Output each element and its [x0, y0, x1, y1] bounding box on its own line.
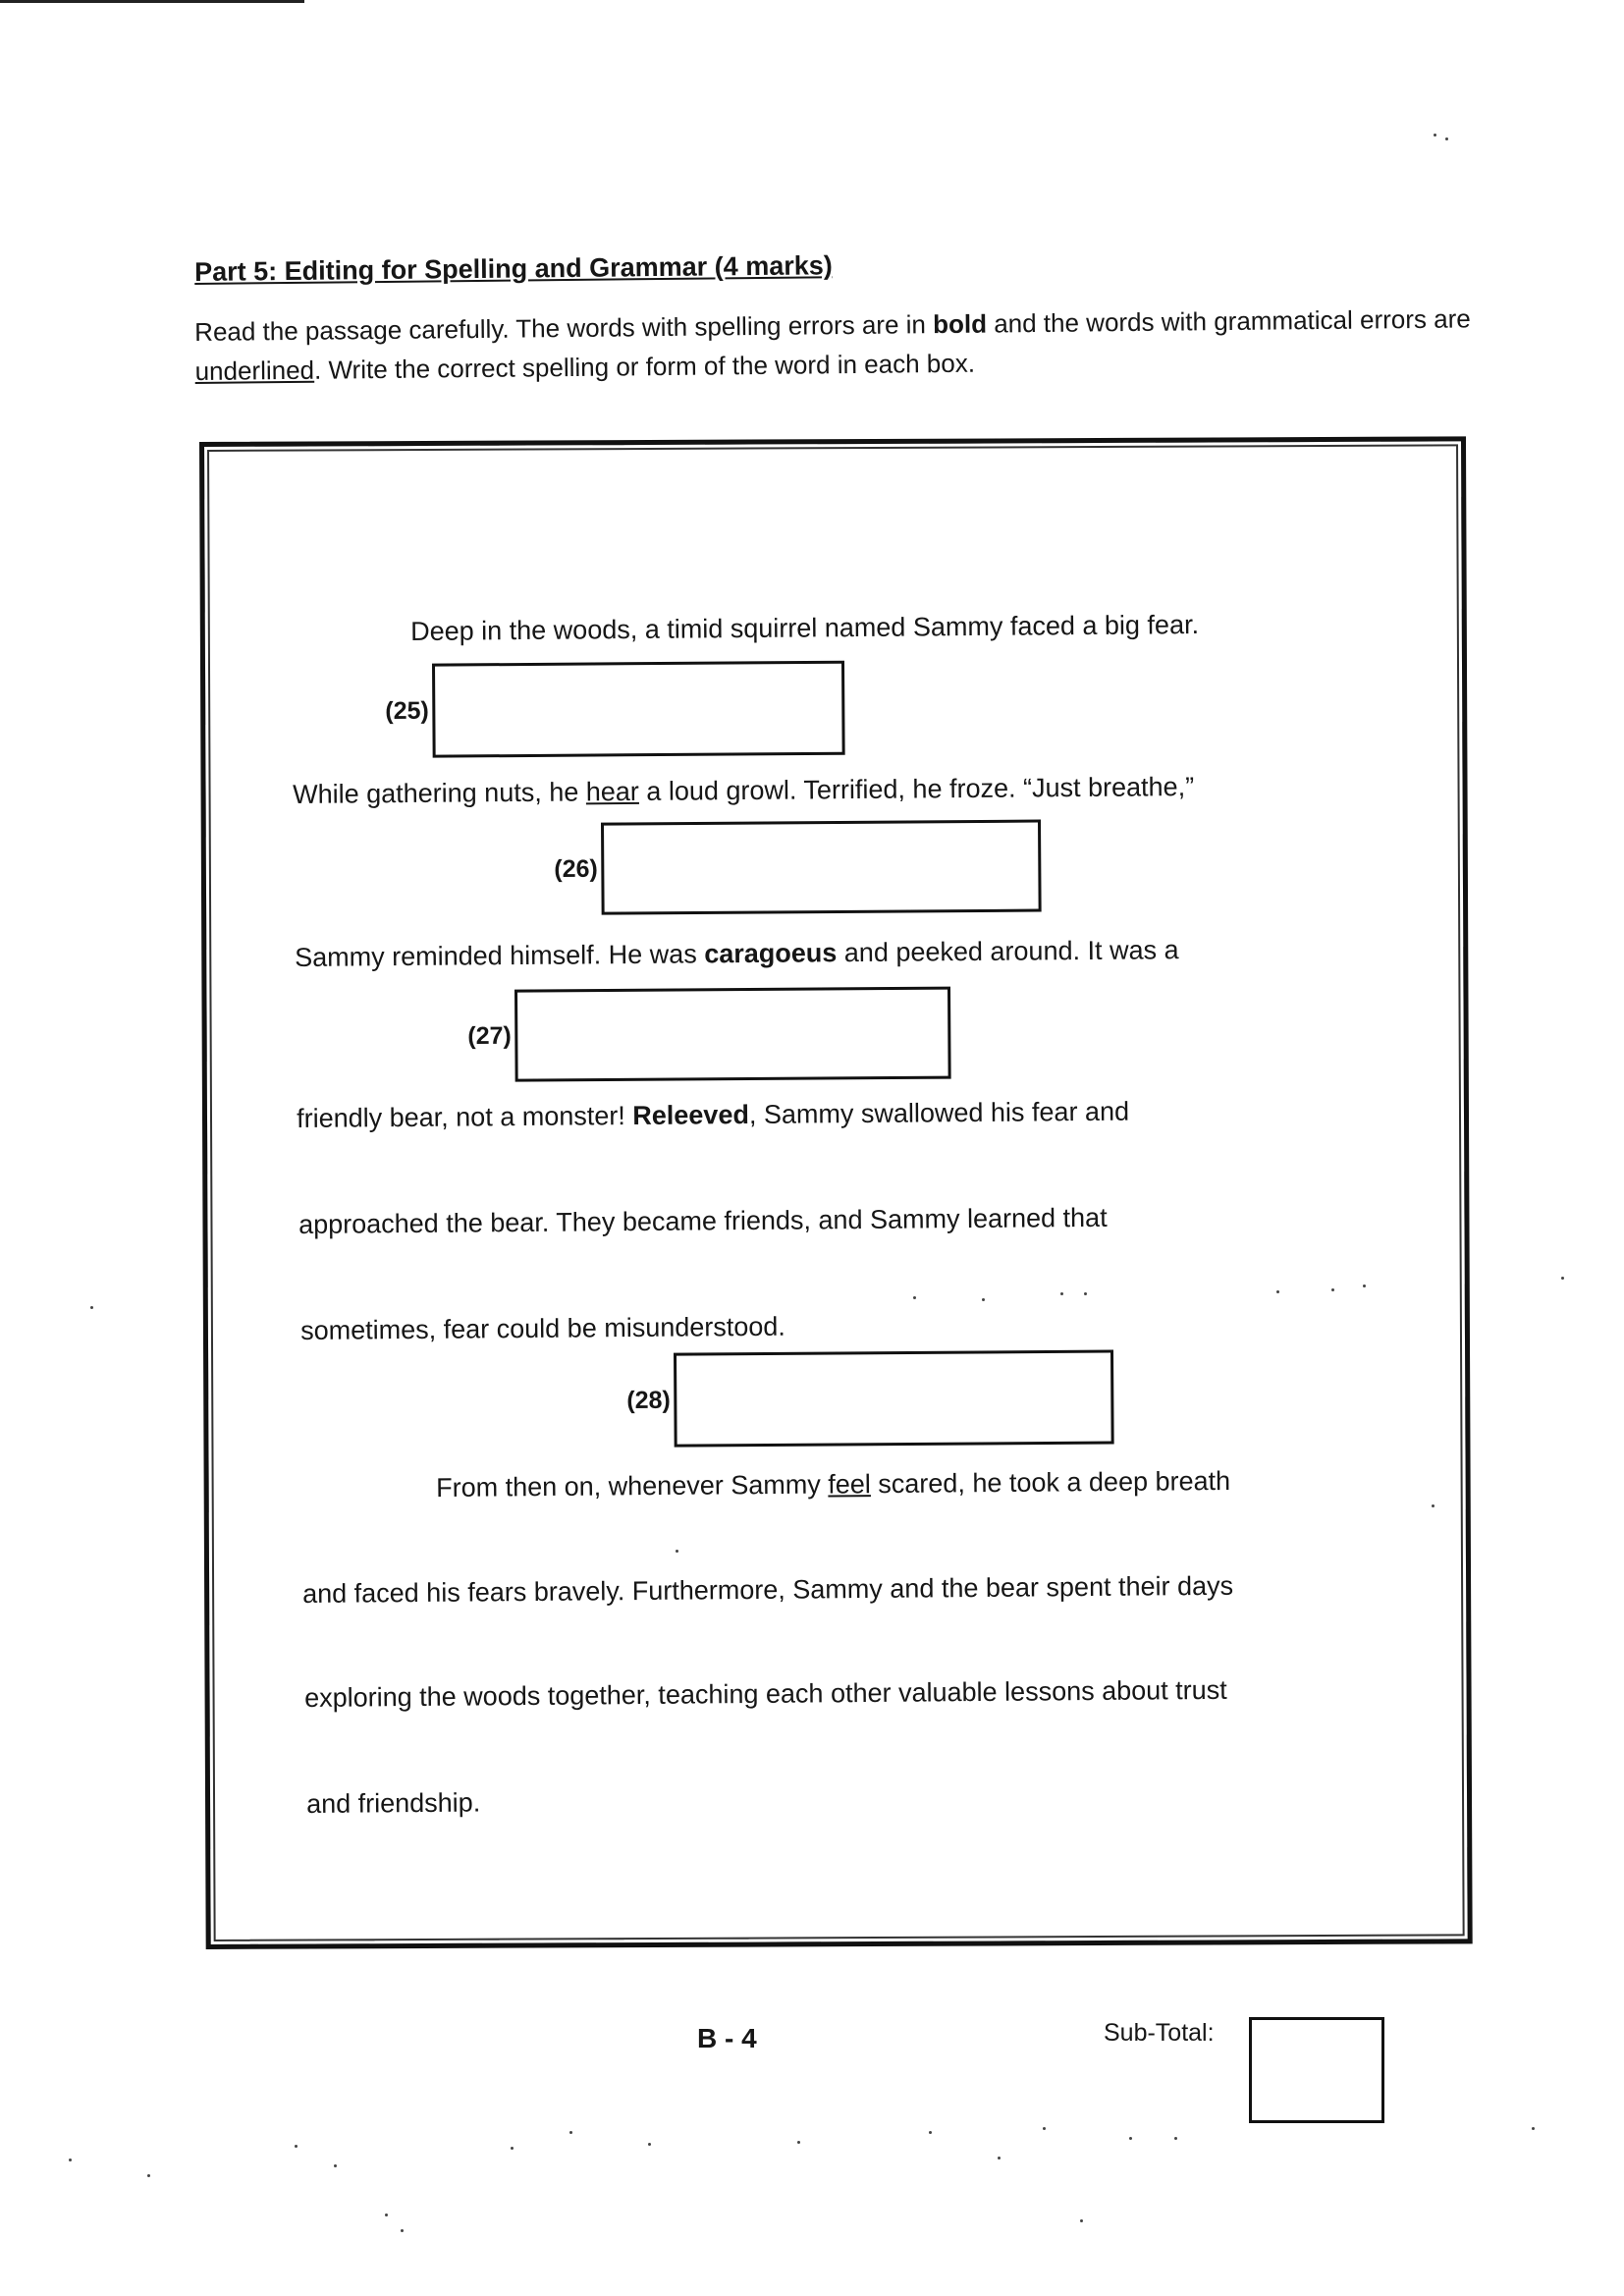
scan-speck: [295, 2145, 298, 2148]
instructions: [194, 299, 1472, 391]
subtotal-box[interactable]: [1249, 2017, 1384, 2123]
scan-speck: [1060, 1292, 1063, 1295]
instructions-text-1: Read the passage carefully. The words with spelling errors are in: [194, 309, 934, 347]
passage-line-10: and friendship.: [306, 1787, 481, 1819]
scan-speck: [90, 1306, 93, 1309]
scan-speck: [1084, 1292, 1087, 1295]
passage-line-9: exploring the woods together, teaching each other valuable lessons about trust: [304, 1674, 1227, 1713]
scan-speck: [1080, 2219, 1083, 2222]
passage-line-3-before: Sammy reminded himself. He was: [295, 939, 705, 972]
passage-line-7-before: From then on, whenever Sammy: [436, 1469, 829, 1503]
passage-line-2-before: While gathering nuts, he: [293, 777, 586, 809]
answer-box-28[interactable]: [674, 1350, 1114, 1448]
passage-line-8: and faced his fears bravely. Furthermore, Sammy and the bear spent their days: [302, 1570, 1234, 1609]
scan-speck: [1561, 1277, 1564, 1280]
scan-speck: [334, 2164, 337, 2167]
scan-speck: [998, 2157, 1001, 2159]
passage-line-6: sometimes, fear could be misunderstood.: [300, 1311, 785, 1345]
answer-row-25: [385, 661, 845, 758]
scan-speck: [401, 2229, 404, 2232]
answer-box-25[interactable]: [432, 661, 845, 758]
page-number: B - 4: [697, 2023, 757, 2053]
passage-line-1: Deep in the woods, a timid squirrel named Sammy faced a big fear.: [410, 609, 1200, 646]
scan-speck: [982, 1298, 985, 1301]
scan-speck: [1174, 2137, 1177, 2140]
scan-speck: [1363, 1285, 1366, 1287]
grammar-error-feel: feel: [828, 1469, 871, 1500]
scan-speck: [147, 2174, 150, 2177]
scan-speck: [569, 2131, 572, 2134]
passage-line-4-before: friendly bear, not a monster!: [297, 1101, 633, 1133]
answer-row-27: [467, 987, 951, 1082]
scan-speck: [1532, 2127, 1535, 2130]
scan-speck: [511, 2147, 514, 2150]
scan-speck: [1043, 2127, 1046, 2130]
instructions-underlined-word: underlined: [194, 355, 315, 386]
scan-speck: [648, 2143, 651, 2146]
scan-speck: [929, 2131, 932, 2134]
answer-number-27: (27): [467, 1021, 512, 1050]
passage-line-2-after: a loud growl. Terrified, he froze. “Just breathe,”: [638, 771, 1195, 806]
answer-number-26: (26): [554, 854, 598, 883]
section-title: Part 5: Editing for Spelling and Grammar (4 marks): [194, 250, 833, 287]
passage-line-4-after: , Sammy swallowed his fear and: [748, 1096, 1130, 1129]
grammar-error-hear: hear: [585, 776, 639, 807]
scan-speck: [1445, 137, 1448, 140]
passage-line-3-after: and peeked around. It was a: [837, 935, 1179, 968]
answer-row-26: [554, 820, 1042, 915]
scan-speck: [69, 2159, 72, 2161]
subtotal-label: Sub-Total:: [1104, 2019, 1215, 2047]
scan-speck: [1434, 134, 1436, 137]
passage-line-5: approached the bear. They became friends, and Sammy learned that: [298, 1202, 1108, 1239]
scan-speck: [676, 1550, 678, 1553]
spelling-error-releeved: Releeved: [632, 1099, 750, 1131]
scan-edge-mark: [0, 0, 304, 3]
answer-box-26[interactable]: [601, 820, 1042, 915]
answer-row-28: [626, 1350, 1114, 1448]
instructions-text-2: and the words with grammatical errors are: [986, 303, 1471, 339]
passage-line-7-after: scared, he took a deep breath: [870, 1465, 1231, 1500]
scan-speck: [1276, 1290, 1279, 1293]
scan-speck: [1432, 1504, 1435, 1507]
scan-speck: [797, 2141, 800, 2144]
scan-speck: [385, 2214, 388, 2216]
answer-box-27[interactable]: [514, 987, 951, 1082]
instructions-text-3: . Write the correct spelling or form of the word in each box.: [313, 348, 976, 385]
answer-number-25: (25): [385, 696, 429, 725]
instructions-bold-word: bold: [932, 308, 988, 340]
scan-speck: [1129, 2137, 1132, 2140]
scan-speck: [1331, 1288, 1334, 1291]
spelling-error-caragoeus: caragoeus: [704, 938, 838, 969]
scan-speck: [913, 1296, 916, 1299]
answer-number-28: (28): [626, 1386, 671, 1414]
